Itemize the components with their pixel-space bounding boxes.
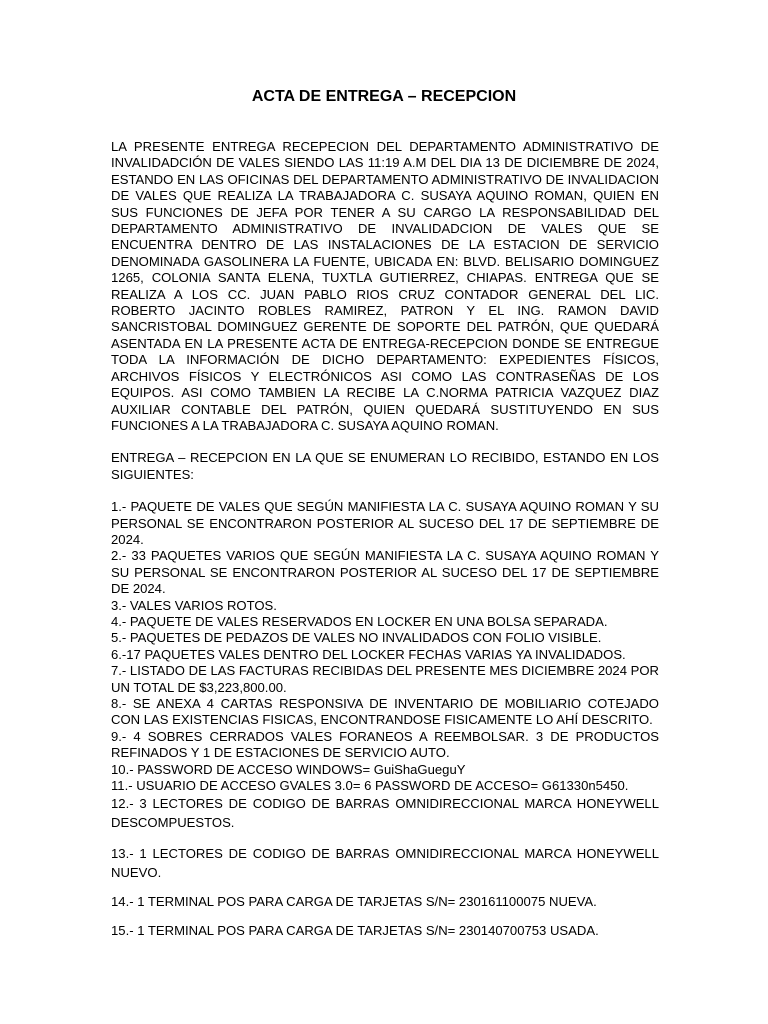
list-item: 15.- 1 TERMINAL POS PARA CARGA DE TARJETAS S/N= 230140700753 USADA. — [111, 922, 599, 938]
list-item: 3.- VALES VARIOS ROTOS. — [111, 597, 277, 613]
document-title: ACTA DE ENTREGA – RECEPCION — [251, 88, 517, 105]
list-item: 6.-17 PAQUETES VALES DENTRO DEL LOCKER FECHAS VARIAS YA INVALIDADOS. — [111, 646, 626, 662]
list-item: 13.- 1 LECTORES DE CODIGO DE BARRAS OMNIDIRECCIONAL MARCA HONEYWELL NUEVO. — [111, 846, 659, 881]
list-item: 9.- 4 SOBRES CERRADOS VALES FORANEOS A REEMBOLSAR. 3 DE PRODUCTOS REFINADOS Y 1 DE ESTACIONES DE SERVICIO AUTO. — [111, 728, 659, 761]
list-item: 12.- 3 LECTORES DE CODIGO DE BARRAS OMNIDIRECCIONAL MARCA HONEYWELL DESCOMPUESTOS. — [111, 796, 659, 831]
list-item: 5.- PAQUETES DE PEDAZOS DE VALES NO INVALIDADOS CON FOLIO VISIBLE. — [111, 630, 602, 646]
list-item: 10.- PASSWORD DE ACCESO WINDOWS= GuiShaGueguY — [111, 761, 466, 777]
list-item: 8.- SE ANEXA 4 CARTAS RESPONSIVA DE INVENTARIO DE MOBILIARIO COTEJADO CON LAS EXISTENCIAS FISICAS, ENCONTRANDOSE FISICAMENTE LO AHÍ DESCRITO. — [111, 696, 659, 728]
list-item: 2.- 33 PAQUETES VARIOS QUE SEGÚN MANIFIESTA LA C. SUSAYA AQUINO ROMAN Y SU PERSONAL SE ENCONTRARON POSTERIOR AL SUCESO DEL 17 DE SEPTIEMBRE DE 2024. — [111, 548, 659, 597]
list-item: 14.- 1 TERMINAL POS PARA CARGA DE TARJETAS S/N= 230161100075 NUEVA. — [111, 894, 597, 910]
items-list — [111, 499, 659, 939]
document-body — [111, 139, 659, 939]
list-item: 4.- PAQUETE DE VALES RESERVADOS EN LOCKER EN UNA BOLSA SEPARADA. — [111, 613, 608, 629]
main-paragraph: LA PRESENTE ENTREGA RECEPECION DEL DEPARTAMENTO ADMINISTRATIVO DE INVALIDADCIÓN DE VALES SIENDO LAS 11:19 A.M DEL DIA 13 DE DICIEMBRE DE 2024, ESTANDO EN LAS OFICINAS DEL DEPARTAMENTO ADMINISTRATIVO DE INVALIDACION DE VALES QUE REALIZA LA TRABAJADORA C. SUSAYA AQUINO ROMAN, QUIEN EN SUS FUNCIONES DE JEFA POR TENER A SU CARGO LA RESPONSABILIDAD DEL DEPARTAMENTO ADMINISTRATIVO DE INVALIDADCION DE VALES QUE SE ENCUENTRA DENTRO DE LAS INSTALACIONES DE LA ESTACION DE SERVICIO DENOMINADA GASOLINERA LA FUENTE, UBICADA EN: BLVD. BELISARIO DOMINGUEZ 1265, COLONIA SANTA ELENA, TUXTLA GUTIERREZ, CHIAPAS. ENTREGA QUE SE REALIZA A LOS CC. JUAN PABLO RIOS CRUZ CONTADOR GENERAL DEL LIC. ROBERTO JACINTO ROBLES RAMIREZ, PATRON Y EL ING. RAMON DAVID SANCRISTOBAL DOMINGUEZ GERENTE DE SOPORTE DEL PATRÓN, QUE QUEDARÁ ASENTADA EN LA PRESENTE ACTA DE ENTREGA-RECEPCION DONDE SE ENTREGUE TODA LA INFORMACIÓN DE DICHO DEPARTAMENTO: EXPEDIENTES FÍSICOS, ARCHIVOS FÍSICOS Y ELECTRÓNICOS ASI COMO LAS CONTRASEÑAS DE LOS EQUIPOS. ASI COMO TAMBIEN LA RECIBE LA C.NORMA PATRICIA VAZQUEZ DIAZ AUXILIAR CONTABLE DEL PATRÓN, QUIEN QUEDARÁ SUSTITUYENDO EN SUS FUNCIONES A LA TRABAJADORA C. SUSAYA AQUINO ROMAN. — [111, 139, 659, 433]
list-item: 11.- USUARIO DE ACCESO GVALES 3.0= 6 PASSWORD DE ACCESO= G61330n5450. — [111, 778, 629, 794]
intro-paragraph: ENTREGA – RECEPCION EN LA QUE SE ENUMERAN LO RECIBIDO, ESTANDO EN LOS SIGUIENTES: — [111, 450, 659, 482]
list-item: 7.- LISTADO DE LAS FACTURAS RECIBIDAS DEL PRESENTE MES DICIEMBRE 2024 POR UN TOTAL DE $3,223,800.00. — [111, 663, 659, 695]
list-item: 1.- PAQUETE DE VALES QUE SEGÚN MANIFIESTA LA C. SUSAYA AQUINO ROMAN Y SU PERSONAL SE ENCONTRARON POSTERIOR AL SUCESO DEL 17 DE SEPTIEMBRE DE 2024. — [111, 499, 659, 547]
